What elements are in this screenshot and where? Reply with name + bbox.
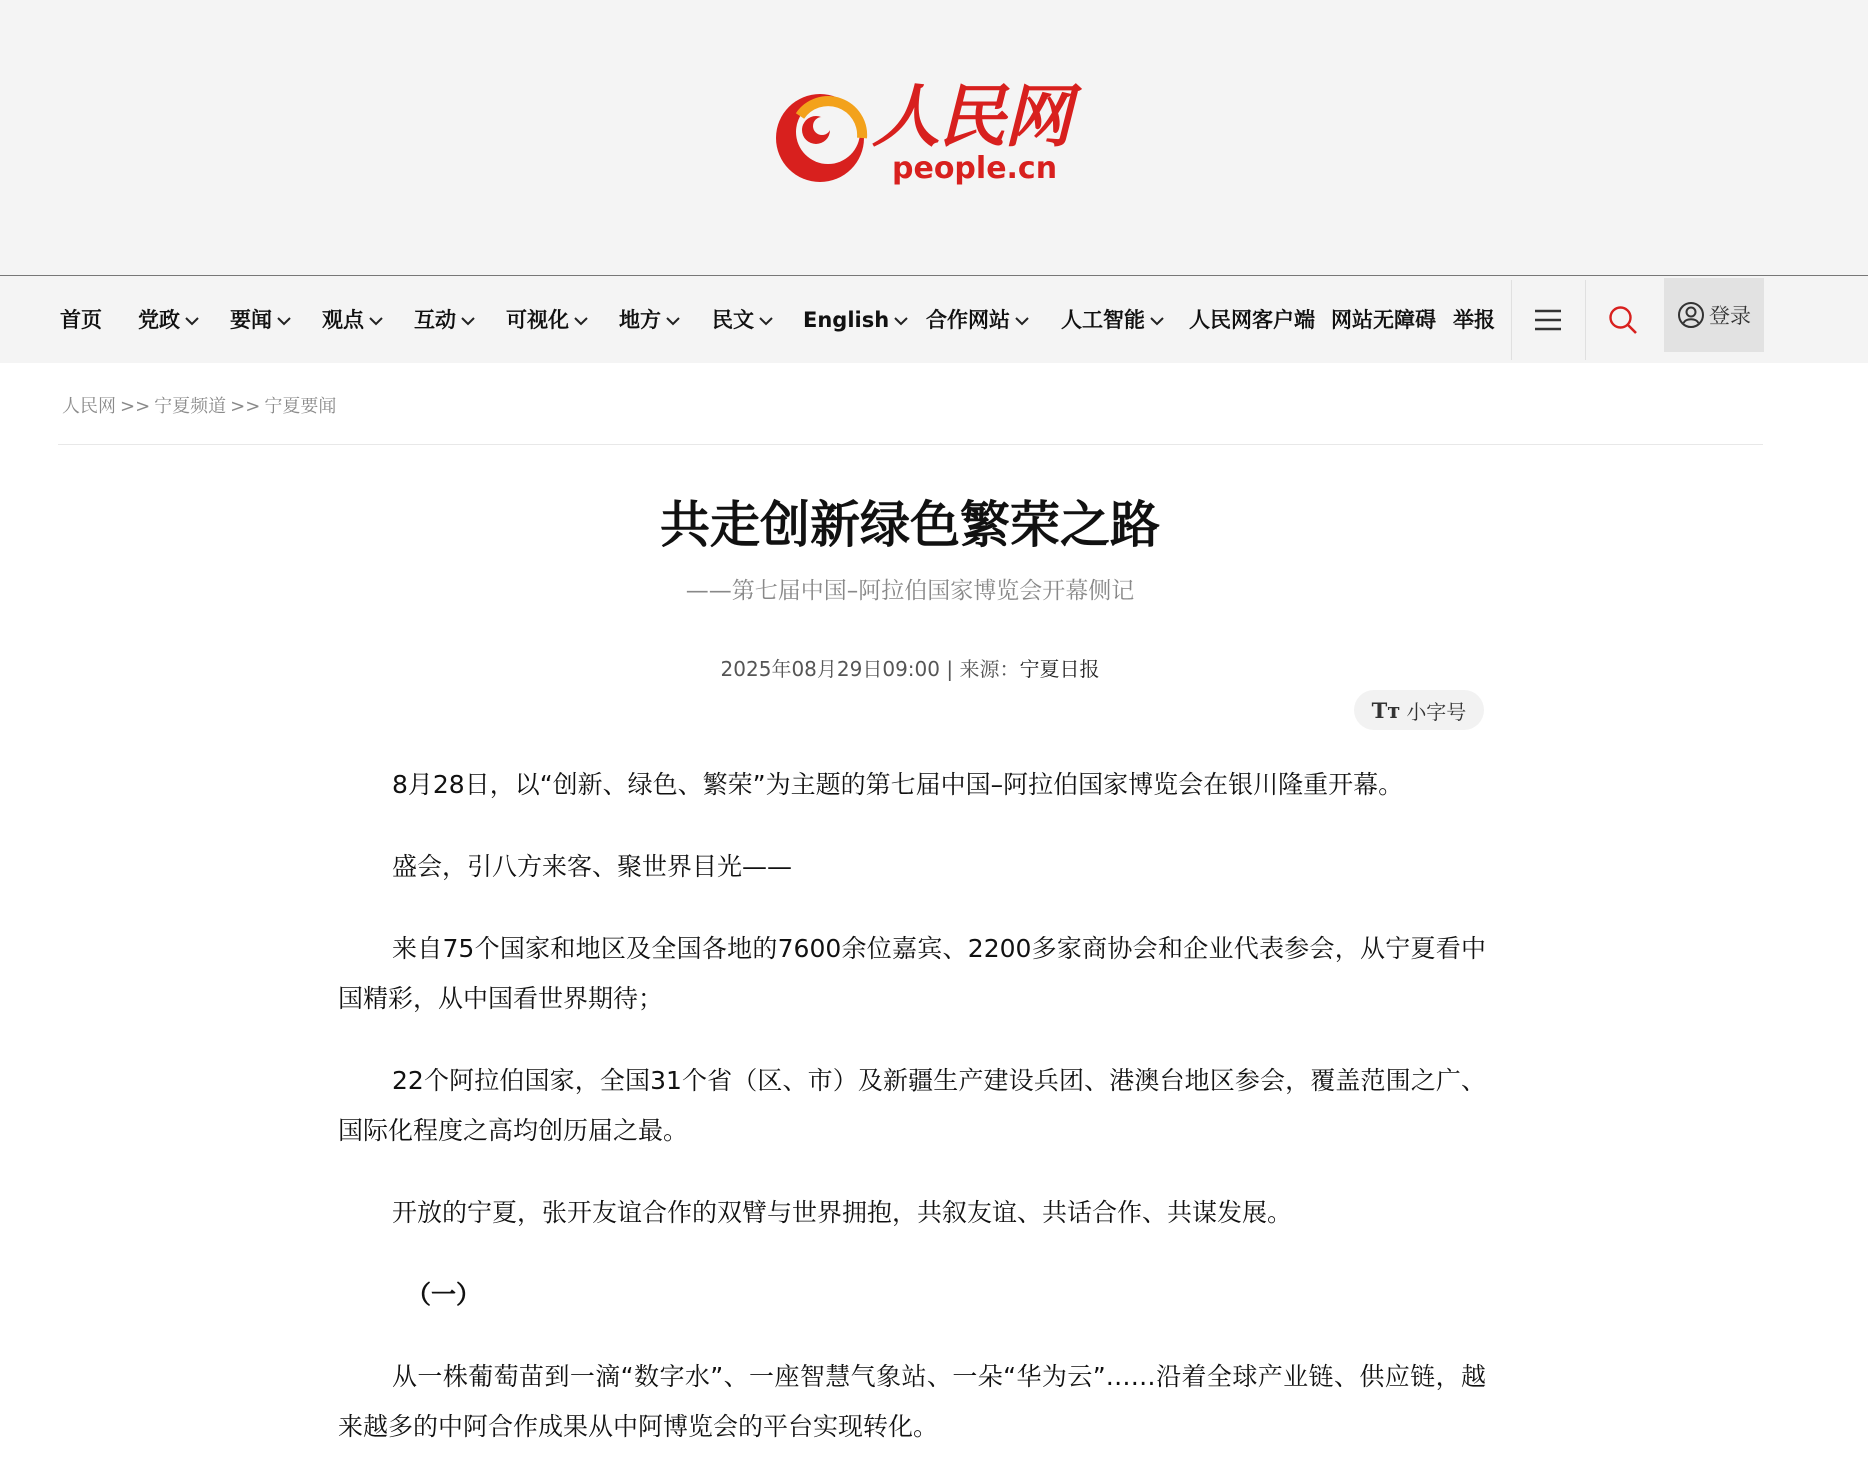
nav-home[interactable] bbox=[60, 276, 102, 364]
nav-visual[interactable] bbox=[506, 276, 589, 364]
nav-opinion[interactable] bbox=[322, 276, 384, 364]
login-button[interactable] bbox=[1664, 278, 1764, 352]
article-title: 共走创新绿色繁荣之路 bbox=[660, 496, 1160, 554]
chevron-down-icon bbox=[276, 315, 292, 327]
article-paragraph: 盛会，引八方来客、聚世界目光—— bbox=[392, 852, 793, 881]
nav-english[interactable] bbox=[803, 276, 909, 364]
chevron-down-icon bbox=[368, 315, 384, 327]
chevron-down-icon bbox=[1149, 315, 1165, 327]
chevron-down-icon bbox=[573, 315, 589, 327]
nav-ai[interactable] bbox=[1061, 276, 1165, 364]
breadcrumb-item[interactable]: 宁夏频道 bbox=[154, 396, 227, 417]
nav-label: English bbox=[803, 308, 890, 332]
nav-label: 人工智能 bbox=[1061, 308, 1145, 332]
article-body bbox=[338, 760, 1486, 1484]
breadcrumb bbox=[62, 392, 336, 418]
breadcrumb-separator: >> bbox=[230, 396, 261, 417]
top-navbar bbox=[0, 275, 1868, 363]
nav-label: 可视化 bbox=[506, 308, 569, 332]
nav-label: 举报 bbox=[1453, 308, 1495, 332]
article-paragraph: 8月28日，以“创新、绿色、繁荣”为主题的第七届中国–阿拉伯国家博览会在银川隆重开幕。 bbox=[392, 770, 1404, 799]
nav-label: 民文 bbox=[712, 308, 754, 332]
source-prefix: | 来源： bbox=[946, 657, 1020, 681]
breadcrumb-separator: >> bbox=[120, 396, 151, 417]
nav-label: 党政 bbox=[138, 308, 180, 332]
search-icon bbox=[1608, 305, 1638, 335]
breadcrumb-item[interactable]: 人民网 bbox=[62, 396, 116, 417]
chevron-down-icon bbox=[460, 315, 476, 327]
chevron-down-icon bbox=[184, 315, 200, 327]
article-paragraph: 22个阿拉伯国家，全国31个省（区、市）及新疆生产建设兵团、港澳台地区参会，覆盖范围之广、国际化程度之高均创历届之最。 bbox=[338, 1066, 1486, 1145]
font-size-label: 小字号 bbox=[1406, 699, 1467, 724]
site-logo[interactable] bbox=[770, 77, 1071, 193]
logo-text-cn: 人民网 bbox=[872, 77, 1071, 157]
nav-local[interactable] bbox=[619, 276, 681, 364]
user-icon bbox=[1677, 301, 1705, 329]
content-divider bbox=[58, 444, 1763, 445]
nav-divider bbox=[1585, 280, 1586, 360]
article-paragraph: 从一株葡萄苗到一滴“数字水”、一座智慧气象站、一朵“华为云”……沿着全球产业链、供应链，越来越多的中阿合作成果从中阿博览会的平台实现转化。 bbox=[338, 1362, 1486, 1441]
people-logo-icon bbox=[770, 86, 870, 186]
nav-label: 观点 bbox=[322, 308, 364, 332]
nav-partner-sites[interactable] bbox=[926, 276, 1030, 364]
chevron-down-icon bbox=[1014, 315, 1030, 327]
nav-party-gov[interactable] bbox=[138, 276, 200, 364]
chevron-down-icon bbox=[665, 315, 681, 327]
nav-minwen[interactable] bbox=[712, 276, 774, 364]
nav-accessibility[interactable] bbox=[1331, 276, 1436, 364]
section-heading: （一） bbox=[406, 1280, 482, 1309]
nav-label: 合作网站 bbox=[926, 308, 1010, 332]
nav-label: 互动 bbox=[414, 308, 456, 332]
article-subtitle: ——第七届中国–阿拉伯国家博览会开幕侧记 bbox=[685, 578, 1135, 604]
logo-text-en: people.cn bbox=[892, 151, 1058, 186]
article-paragraph: 开放的宁夏，张开友谊合作的双臂与世界拥抱，共叙友谊、共话合作、共谋发展。 bbox=[392, 1198, 1293, 1227]
article-meta bbox=[0, 654, 1820, 684]
nav-report[interactable] bbox=[1453, 276, 1495, 364]
font-size-toggle[interactable] bbox=[1354, 690, 1484, 730]
search-button[interactable] bbox=[1587, 276, 1659, 364]
nav-news[interactable] bbox=[230, 276, 292, 364]
font-size-icon: Tт bbox=[1371, 697, 1401, 723]
breadcrumb-item[interactable]: 宁夏要闻 bbox=[264, 396, 337, 417]
header-band bbox=[0, 0, 1868, 275]
nav-app[interactable] bbox=[1189, 276, 1315, 364]
nav-label: 地方 bbox=[619, 308, 661, 332]
article-source[interactable]: 宁夏日报 bbox=[1019, 657, 1100, 681]
chevron-down-icon bbox=[893, 315, 909, 327]
nav-label: 网站无障碍 bbox=[1331, 308, 1436, 332]
chevron-down-icon bbox=[758, 315, 774, 327]
nav-label: 首页 bbox=[60, 308, 102, 332]
nav-interact[interactable] bbox=[414, 276, 476, 364]
article-datetime: 2025年08月29日09:00 bbox=[720, 657, 940, 681]
menu-button[interactable] bbox=[1512, 276, 1584, 364]
article-paragraph: 来自75个国家和地区及全国各地的7600余位嘉宾、2200多家商协会和企业代表参会，从宁夏看中国精彩，从中国看世界期待； bbox=[338, 934, 1486, 1013]
nav-label: 要闻 bbox=[230, 308, 272, 332]
login-label: 登录 bbox=[1709, 304, 1751, 328]
nav-label: 人民网客户端 bbox=[1189, 308, 1315, 332]
hamburger-icon bbox=[1534, 308, 1562, 332]
